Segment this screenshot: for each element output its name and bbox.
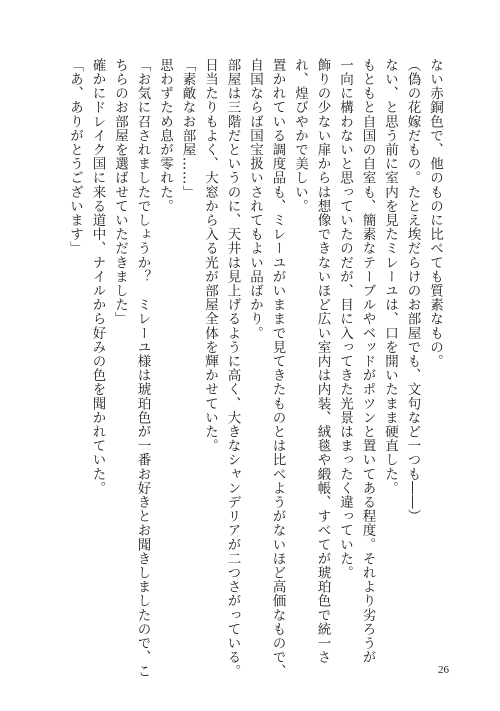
text-line-15: ちらのお部屋を選ばせていただきました」 <box>112 58 128 326</box>
text-line-4: もともと自国の自室も、簡素なテーブルやベッドがポツンと置いてある程度。それより劣ろうが <box>359 58 376 665</box>
text-line-14: 「お気に召されましたでしょうか？ ミレーユ様は琥珀色が一番お好きとお聞きしましたので、こ <box>134 58 151 679</box>
text-line-2: （偽の花嫁だもの。たとえ埃だらけのお部屋でも、文句など一つも――） <box>404 58 421 524</box>
text-line-8: 置かれている調度品も、ミレーユがいままで見てきたものとは比べようがないほど高価なもので、 <box>269 58 286 679</box>
text-line-12: 「素敵なお部屋……」 <box>179 58 196 199</box>
text-line-16: 確かにドレイク国に来る道中、ナイルから好みの色を聞かれていた。 <box>89 58 106 496</box>
page-number: 26 <box>438 664 449 676</box>
text-line-13: 思わずため息が零れた。 <box>157 58 173 214</box>
text-line-11: 日当たりもよく、大窓から入る光が部屋全体を輝かせていた。 <box>202 58 218 453</box>
text-line-9: 自国ならば国宝扱いされてもよい品ばかり。 <box>247 58 263 340</box>
text-line-10: 部屋は三階だというのに、天井は見上げるように高く、大きなシャンデリアが二つさがっている。 <box>224 58 241 679</box>
text-line-6: 飾りの少ない扉からは想像できないほど広い室内は内装、絨毯や緞帳、すべてが琥珀色で統一さ <box>314 58 331 665</box>
text-line-5: 一向に構わないと思っていたのだが、目に入ってきた光景はまったく違っていた。 <box>337 58 353 580</box>
text-line-7: れ、煌びやかで美しい。 <box>292 58 308 214</box>
text-line-3: ない、と思う前に室内を見たミレーユは、口を開いたまま硬直した。 <box>382 58 398 496</box>
text-line-1: ない赤銅色で、他のものに比べても質素なもの。 <box>427 58 443 369</box>
text-line-17: 「あ、ありがとうございます」 <box>67 58 83 256</box>
